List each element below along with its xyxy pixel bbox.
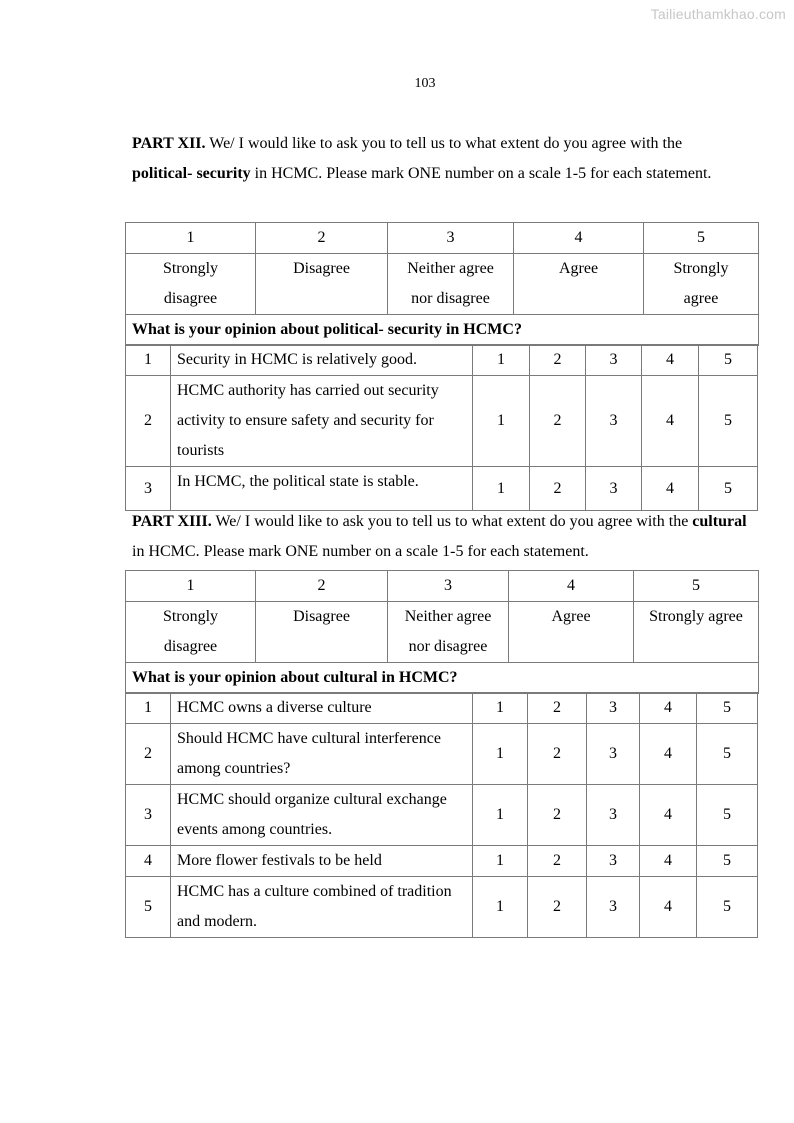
rating-option-1[interactable]: 1 [473, 877, 528, 938]
part13-text-b: in HCMC. Please mark ONE number on a scale 1-5 for each statement. [132, 543, 589, 560]
part13-text-a: We/ I would like to ask you to tell us to what extent do you agree with the [211, 513, 693, 530]
scale-number: 2 [256, 571, 388, 602]
item-statement: Security in HCMC is relatively good. [171, 345, 473, 376]
rating-option-4[interactable]: 4 [642, 376, 699, 467]
scale-label: Agree [514, 254, 644, 315]
rating-option-5[interactable]: 5 [699, 345, 758, 376]
table-row [126, 846, 758, 877]
item-statement: HCMC owns a diverse culture [171, 693, 473, 724]
rating-option-3[interactable]: 3 [586, 345, 642, 376]
scale-label: Strongly agree [634, 602, 759, 663]
item-statement: HCMC has a culture combined of tradition and modern. [171, 877, 473, 938]
item-statement: More flower festivals to be held [171, 846, 473, 877]
part12-text-a: We/ I would like to ask you to tell us to what extent do you agree with the [205, 135, 683, 152]
rating-option-2[interactable]: 2 [528, 724, 587, 785]
table-row [126, 467, 758, 511]
table-row [126, 376, 758, 467]
scale-label: Neither agree nor disagree [388, 254, 514, 315]
rating-option-3[interactable]: 3 [587, 877, 640, 938]
rating-option-3[interactable]: 3 [586, 376, 642, 467]
rating-option-4[interactable]: 4 [640, 724, 697, 785]
part12-items-table [125, 344, 758, 511]
scale-label: Disagree [256, 254, 388, 315]
question-heading: What is your opinion about cultural in HCMC? [126, 663, 759, 694]
item-statement: HCMC authority has carried out security activity to ensure safety and security for tourists [171, 376, 473, 467]
part12-intro [132, 129, 732, 189]
rating-option-2[interactable]: 2 [528, 846, 587, 877]
scale-label: Strongly disagree [126, 602, 256, 663]
rating-option-1[interactable]: 1 [473, 693, 528, 724]
page-number: 103 [414, 76, 436, 91]
scale-number: 3 [388, 571, 509, 602]
rating-option-3[interactable]: 3 [587, 724, 640, 785]
rating-option-2[interactable]: 2 [528, 877, 587, 938]
rating-option-1[interactable]: 1 [473, 785, 528, 846]
rating-option-5[interactable]: 5 [697, 693, 758, 724]
rating-option-5[interactable]: 5 [699, 376, 758, 467]
table-row [126, 877, 758, 938]
scale-number: 3 [388, 223, 514, 254]
question-heading: What is your opinion about political- security in HCMC? [126, 315, 759, 346]
part13-label: PART XIII. [132, 513, 212, 530]
scale-label: Disagree [256, 602, 388, 663]
scale-label: Agree [509, 602, 634, 663]
scale-number: 1 [126, 223, 256, 254]
item-number: 1 [126, 345, 171, 376]
item-statement: In HCMC, the political state is stable. [171, 467, 473, 511]
table-row [126, 724, 758, 785]
rating-option-4[interactable]: 4 [642, 467, 699, 511]
item-number: 4 [126, 846, 171, 877]
rating-option-2[interactable]: 2 [528, 693, 587, 724]
scale-number: 2 [256, 223, 388, 254]
scale-number: 5 [634, 571, 759, 602]
question-heading-row [126, 315, 759, 346]
item-number: 3 [126, 467, 171, 511]
rating-option-3[interactable]: 3 [587, 846, 640, 877]
scale-number: 4 [509, 571, 634, 602]
rating-option-2[interactable]: 2 [530, 345, 586, 376]
rating-option-1[interactable]: 1 [473, 376, 530, 467]
rating-option-4[interactable]: 4 [640, 693, 697, 724]
item-number: 2 [126, 376, 171, 467]
question-heading-row [126, 663, 759, 694]
item-number: 3 [126, 785, 171, 846]
scale-label-row [126, 602, 759, 663]
rating-option-3[interactable]: 3 [586, 467, 642, 511]
item-number: 1 [126, 693, 171, 724]
rating-option-1[interactable]: 1 [473, 724, 528, 785]
rating-option-5[interactable]: 5 [697, 785, 758, 846]
rating-option-2[interactable]: 2 [530, 467, 586, 511]
part13-items-table [125, 692, 758, 938]
watermark: Tailieuthamkhao.com [650, 6, 786, 22]
table-row [126, 345, 758, 376]
scale-number: 5 [644, 223, 759, 254]
rating-option-1[interactable]: 1 [473, 846, 528, 877]
scale-number-row [126, 223, 759, 254]
rating-option-4[interactable]: 4 [640, 846, 697, 877]
part12-topic: political- security [132, 165, 251, 182]
rating-option-5[interactable]: 5 [697, 846, 758, 877]
part12-label: PART XII. [132, 135, 206, 152]
scale-number-row [126, 571, 759, 602]
rating-option-5[interactable]: 5 [699, 467, 758, 511]
scale-label: Strongly disagree [126, 254, 256, 315]
part13-topic: cultural [692, 513, 747, 530]
scale-number: 1 [126, 571, 256, 602]
rating-option-4[interactable]: 4 [642, 345, 699, 376]
item-statement: Should HCMC have cultural interference among countries? [171, 724, 473, 785]
table-row [126, 785, 758, 846]
part12-text-b: in HCMC. Please mark ONE number on a scale 1-5 for each statement. [250, 165, 712, 182]
rating-option-2[interactable]: 2 [530, 376, 586, 467]
scale-label: Neither agree nor disagree [388, 602, 509, 663]
rating-option-4[interactable]: 4 [640, 785, 697, 846]
scale-label-row [126, 254, 759, 315]
rating-option-5[interactable]: 5 [697, 724, 758, 785]
rating-option-5[interactable]: 5 [697, 877, 758, 938]
item-number: 5 [126, 877, 171, 938]
part13-scale-table [125, 570, 759, 694]
rating-option-3[interactable]: 3 [587, 785, 640, 846]
scale-label: Strongly agree [644, 254, 759, 315]
item-statement: HCMC should organize cultural exchange events among countries. [171, 785, 473, 846]
rating-option-4[interactable]: 4 [640, 877, 697, 938]
scale-number: 4 [514, 223, 644, 254]
table-row [126, 693, 758, 724]
rating-option-2[interactable]: 2 [528, 785, 587, 846]
rating-option-1[interactable]: 1 [473, 467, 530, 511]
item-number: 2 [126, 724, 171, 785]
rating-option-1[interactable]: 1 [473, 345, 530, 376]
part12-scale-table [125, 222, 759, 346]
part13-intro [132, 507, 752, 567]
rating-option-3[interactable]: 3 [587, 693, 640, 724]
